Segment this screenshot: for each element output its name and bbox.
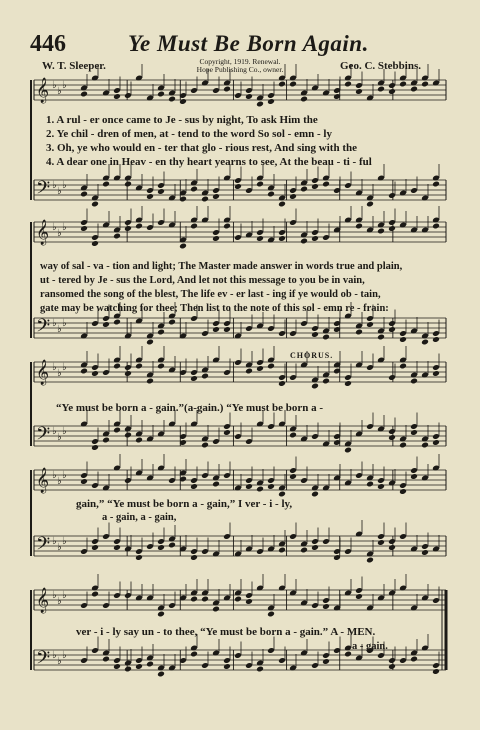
verse-3-continuation: ransomed the song of the blest, The life ev - er last - ing if ye would ob - tain, xyxy=(40,289,381,300)
chorus-line-2-echo: a - gain, a - gain, xyxy=(102,512,177,523)
verse-2-line: 2. Ye chil - dren of men, at - tend to the word So sol - emn - ly xyxy=(46,128,332,140)
svg-text:♭: ♭ xyxy=(62,80,67,91)
svg-text:♭: ♭ xyxy=(52,80,57,91)
svg-text:♭: ♭ xyxy=(52,318,57,329)
svg-text:𝄞: 𝄞 xyxy=(36,220,50,245)
chorus-line-3: ver - i - ly say un - to thee, “Ye must be born a - gain.” A - MEN. xyxy=(76,626,376,638)
svg-text:♭: ♭ xyxy=(57,228,62,239)
verse-4-line: 4. A dear one in Heav - en thy heart yearns to see, At the beau - ti - ful xyxy=(46,156,372,168)
svg-text:♭: ♭ xyxy=(62,222,67,233)
svg-text:♭: ♭ xyxy=(62,470,67,481)
verse-1-continuation: way of sal - va - tion and light; The Master made answer in words true and plain, xyxy=(40,261,403,272)
hymn-number: 446 xyxy=(30,31,66,57)
chorus-line-1: “Ye must be born a - gain.”(a-gain.) “Ye must be born a - xyxy=(56,402,324,414)
svg-text:♭: ♭ xyxy=(57,186,62,197)
svg-text:♭: ♭ xyxy=(62,318,67,329)
verse-3-line: 3. Oh, ye who would en - ter that glo - rious rest, And sing with the xyxy=(46,142,357,154)
svg-text:♭: ♭ xyxy=(52,650,57,661)
svg-text:♭: ♭ xyxy=(57,324,62,335)
svg-text:♭: ♭ xyxy=(52,222,57,233)
svg-text:𝄢: 𝄢 xyxy=(36,424,51,449)
svg-text:𝄢: 𝄢 xyxy=(36,534,51,559)
svg-text:𝄢: 𝄢 xyxy=(36,178,51,203)
svg-text:𝄞: 𝄞 xyxy=(36,468,50,493)
verse-1-line: 1. A rul - er once came to Je - sus by night, To ask Him the xyxy=(46,114,318,126)
author: W. T. Sleeper. xyxy=(42,60,106,72)
svg-text:♭: ♭ xyxy=(62,650,67,661)
svg-text:♭: ♭ xyxy=(57,542,62,553)
svg-text:♭: ♭ xyxy=(52,590,57,601)
svg-text:♭: ♭ xyxy=(62,590,67,601)
copyright-notice: Copyright, 1919. Renewal. Hope Publishing Co., owner. xyxy=(196,57,284,74)
svg-text:♭: ♭ xyxy=(52,362,57,373)
svg-text:♭: ♭ xyxy=(62,180,67,191)
svg-text:♭: ♭ xyxy=(52,536,57,547)
svg-text:𝄞: 𝄞 xyxy=(36,588,50,613)
svg-text:𝄞: 𝄞 xyxy=(36,360,50,385)
svg-text:♭: ♭ xyxy=(57,368,62,379)
chorus-line-3-echo: a - gain. xyxy=(352,641,388,652)
svg-text:♭: ♭ xyxy=(52,180,57,191)
svg-text:𝄞: 𝄞 xyxy=(36,78,50,103)
svg-text:𝄢: 𝄢 xyxy=(36,648,51,673)
svg-text:♭: ♭ xyxy=(57,432,62,443)
svg-text:𝄢: 𝄢 xyxy=(36,316,51,341)
svg-text:♭: ♭ xyxy=(62,362,67,373)
svg-text:♭: ♭ xyxy=(62,536,67,547)
chorus-label: CHORUS. xyxy=(290,351,334,360)
svg-text:♭: ♭ xyxy=(62,426,67,437)
svg-text:♭: ♭ xyxy=(52,426,57,437)
composer: Geo. C. Stebbins. xyxy=(340,60,421,72)
svg-text:♭: ♭ xyxy=(57,596,62,607)
svg-text:♭: ♭ xyxy=(52,470,57,481)
verse-2-continuation: ut - tered by Je - sus the Lord, And let not this message to you be in vain, xyxy=(40,275,365,286)
svg-text:♭: ♭ xyxy=(57,476,62,487)
svg-text:♭: ♭ xyxy=(57,86,62,97)
chorus-line-2: gain,” “Ye must be born a - gain,” I ver - i - ly, xyxy=(76,498,293,510)
hymn-title: Ye Must Be Born Again. xyxy=(128,31,369,56)
svg-text:♭: ♭ xyxy=(57,656,62,667)
verse-4-continuation: gate may be watching for thee; Then list to the note of this sol - emn re - frain: xyxy=(40,303,389,314)
